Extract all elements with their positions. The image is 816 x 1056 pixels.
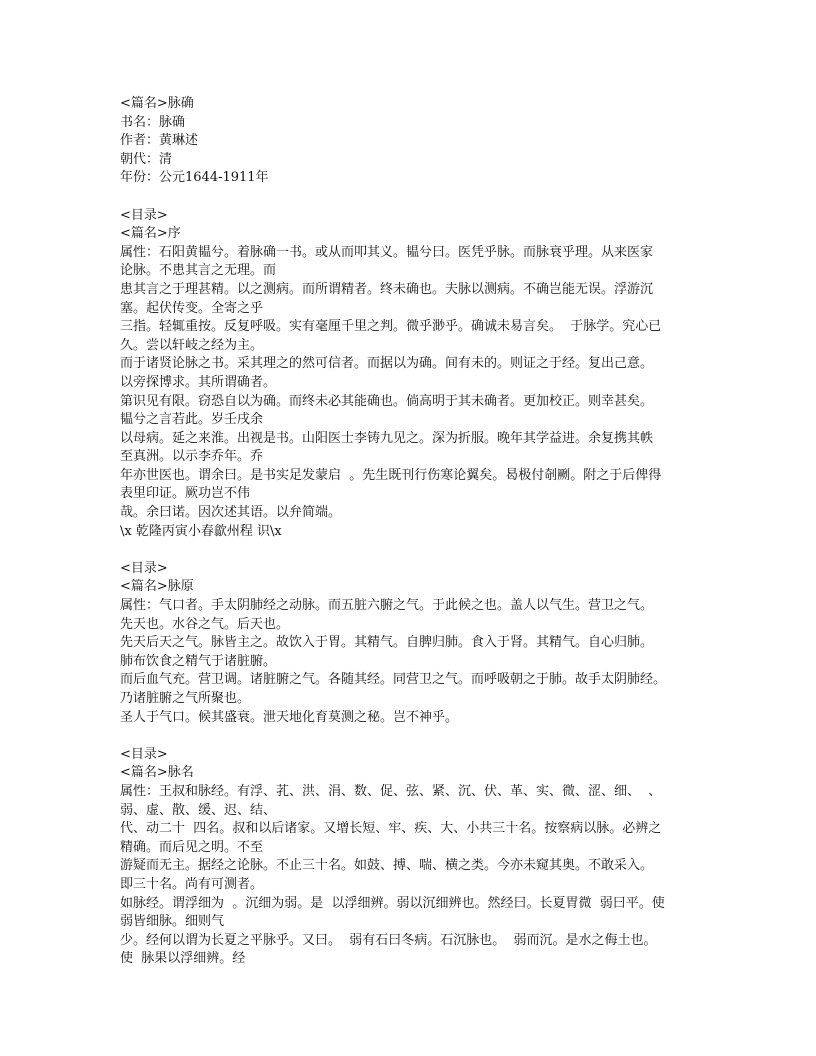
sections-container (120, 188, 700, 969)
section-gap (120, 188, 700, 207)
text-line: 先天也。水谷之气。后天也。 (120, 616, 290, 632)
text-line: 弱皆细脉。细则气 (120, 914, 225, 930)
text-line: 属性：王叔和脉经。有浮、芤、洪、涓、数、促、弦、紧、沉、伏、革、实、微、涩、细、 、 (120, 783, 662, 799)
text-line: 使 脉果以浮细辨。经 (120, 951, 246, 967)
text-line: 表里印证。厥功岂不伟 (120, 486, 251, 502)
author: 作者：黄琳述 (120, 133, 199, 149)
text-line: 第识见有限。窃恐自以为确。而终未必其能确也。倘高明于其未确者。更加校正。则幸甚矣。 (120, 393, 654, 409)
book-name: 书名：脉确 (120, 114, 186, 130)
chapter-title: <篇名>脉确 (120, 96, 194, 111)
section-chapter-title: <篇名>序 (120, 226, 181, 242)
text-line: 塞。起伏传变。全寄之乎 (120, 300, 264, 316)
text-line: 乃诸脏腑之气所聚也。 (120, 691, 251, 706)
text-line: 属性：气口者。手太阴肺经之动脉。而五脏六腑之气。于此候之也。盖人以气生。营卫之气。 (120, 598, 654, 614)
text-line: 论脉。不患其言之无理。而 (120, 263, 277, 279)
text-line: 即三十名。尚有可测者。 (120, 876, 264, 892)
section-gap (120, 541, 700, 560)
text-line: 年亦世医也。谓余曰。是书实足发蒙启 。先生既刊行伤寒论翼矣。曷极付剞劂。附之于后俾得 (120, 467, 662, 483)
text-line: 弱、虚、散、缓、迟、结、 (120, 802, 277, 818)
section (120, 746, 700, 969)
text-line: 精确。而后见之明。不至 (120, 839, 264, 855)
text-line: 久。尝以轩岐之经为主。 (120, 337, 264, 353)
text-line: 先天后天之气。脉皆主之。故饮入于胃。其精气。自脾归肺。食入于肾。其精气。自心归肺。 (120, 635, 654, 651)
text-line: 至真洲。以示李乔年。乔 (120, 449, 264, 465)
toc-marker: <目录> (120, 560, 168, 576)
text-line: 患其言之于理甚精。以之测病。而所谓精者。终未确也。夫脉以测病。不确岂能无误。浮游沉 (120, 281, 654, 297)
dynasty: 朝代：清 (120, 151, 173, 167)
section (120, 560, 700, 727)
text-line: 如脉经。谓浮细为 。沉细为弱。是 以浮细辨。弱以沉细辨也。然经曰。长夏胃微 弱曰平。使 (120, 895, 665, 911)
years: 年份：公元1644-1911年 (120, 170, 269, 186)
document-body (120, 95, 700, 969)
text-line: 游疑而无主。据经之论脉。不止三十名。如鼓、搏、喘、横之类。今亦未窥其奥。不敢采入。 (120, 858, 654, 874)
toc-marker: <目录> (120, 746, 168, 762)
text-line: 哉。余曰诺。因次述其语。以弁简端。 (120, 505, 342, 521)
text-line: 而于诸贤论脉之书。采其理之的然可信者。而据以为确。间有未的。则证之于经。复出己意。 (120, 356, 654, 372)
text-line: 三指。轻辄重按。反复呼吸。实有毫厘千里之判。微乎渺乎。确诚未易言矣。 于脉学。究心已 (120, 319, 662, 335)
section (120, 207, 700, 542)
text-line: 以旁探博求。其所谓确者。 (120, 374, 277, 390)
text-line: 圣人于气口。候其盛衰。泄天地化育莫测之秘。岂不神乎。 (120, 709, 459, 725)
text-line: 而后血气充。营卫调。诸脏腑之气。各随其经。同营卫之气。而呼吸朝之于肺。故手太阴肺经。 (120, 672, 667, 688)
text-line: 肺布饮食之精气于诸脏腑。 (120, 653, 277, 669)
section-gap (120, 727, 700, 746)
section-chapter-title: <篇名>脉原 (120, 579, 194, 595)
text-line: 少。经何以谓为长夏之平脉乎。又曰。 弱有石曰冬病。石沉脉也。 弱而沉。是水之侮土也。 (120, 932, 657, 948)
section-chapter-title: <篇名>脉名 (120, 765, 194, 781)
text-line: 以母病。延之来淮。出视是书。山阳医士李铸九见之。深为折服。晚年其学益进。余复携其帙 (120, 430, 654, 446)
text-line: 韫兮之言若此。岁壬戌余 (120, 412, 264, 428)
text-line: \x 乾隆丙寅小春歙州程 识\x (120, 523, 282, 539)
toc-marker: <目录> (120, 207, 168, 223)
text-line: 代、动二十 四名。叔和以后诸家。又增长短、牢、疾、大、小共三十名。按察病以脉。必辨之 (120, 821, 662, 837)
text-line: 属性：石阳黄韫兮。着脉确一书。或从而叩其义。韫兮曰。医凭乎脉。而脉衰乎理。从来医家 (120, 244, 654, 260)
